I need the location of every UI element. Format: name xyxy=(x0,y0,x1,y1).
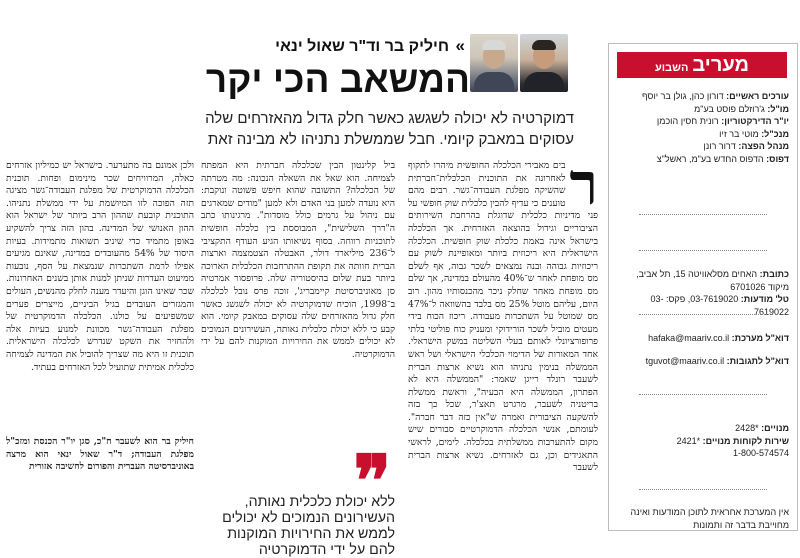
logo-subtext: השבוע xyxy=(654,62,689,74)
distribution-manager-value: דרור רונן xyxy=(703,141,736,152)
logo-text: מעריב xyxy=(692,54,750,76)
subscriptions-value: *2428 xyxy=(735,423,759,433)
author-bio-text: חיליק בר הוא לשעבר ח"כ, סגן יו"ר הכנסת ומזכ"ל מפלגת העבודה; ד"ר שאול ינאי הוא מרצה באוניברסיטה העברית והפורום לחשיבה אזורית xyxy=(6,436,194,473)
service-value: *2421 xyxy=(676,435,701,446)
article-text-1: בים מאבירי הכלכלה החופשית מיהרו לתקוף לאחרונה את התוכנית הכלכלית־חברתית שהשיקה מפלגת העבודה־גשר. רבים מהם טוענים כי עדיף להבין כלכלית שוק חופשי על פני מדיניות כלכלית שדוגלת בהרחבת השירותים הציבוריים וגידול בהוצאה האזרחית. אך הכלכלה בישראל אינה באמת כלכלת שוק חופשית. הכלכלה הישראלית היא ריכוזית ביותר ומאופיינת לשוק עם ריכוזיות גבוהה ובנה נמצאים לשכר גבוה, אף לשלם מס מופחת לאחר ש־40% מהעולם במדינה, אך שלם מס מופחת מאחר שחלק ניכר מהכנסותיו מהון. רוב היום, עליהם מוטל 25% מס בלבד בהשוואה ל־47% מס שמוטל על השתכרות מעבודה. ריכוז הכוח בידי מעטים מוביל לשכר הורידוקי ומעניק כוח פוליטי בלתי פרופורציונלי לאותם בעלי השליטה במשק הישראלי. אחד המאורות של הדימוי הכלכלי הישראלי ושל ראש הממשלה בנימין נתניהו הוא נשיא ארצות הברית לשעבר רונלד רייגן שאמר: "הממשלה היא לא הפתרון, הממשלה היא הבעיה", וראשת ממשלת בריטניה לשעבר, מרגרט תאצ'ר, שכל כך בזה להשקעה הציבורית ואמרה ש"אין כזה דבר חברה". לעומתם, אנשי הכלכלה הדמוקרטיים סבורים שיש מקום להתערבות ממשלתית בכלכלה. לימים, לראשי התאגידים וכן, גם לאזרחים. נשיא ארצות הברית לשעבר xyxy=(408,160,598,474)
contact-block: כתובת: האחים מסלאוויטה 15, תל אביב, מיקוד 6701026 טל' מודעות: 03-7619020, פקס: 03-7619022 xyxy=(636,269,789,317)
subscriptions-block: מנויים: *2428 שירות לקוחות מנויים: *2421 1-800-574574 xyxy=(676,423,789,459)
quote-mark-icon: ❞ xyxy=(353,444,391,521)
divider xyxy=(639,314,767,315)
disclaimer: אין המערכת אחראית לתוכן המודעות ואינה מחוייבת בדבר זה ותמונות xyxy=(630,507,789,530)
editors-value: דורון כהן, גולן בר יוסף xyxy=(642,91,724,101)
address-value: האחים מסלאוויטה 15, תל אביב, מיקוד 6701026 xyxy=(636,269,789,292)
byline-chevron-icon: » xyxy=(455,36,465,55)
masthead-box xyxy=(608,43,798,531)
ceo-value: מוטי בר זיו xyxy=(719,128,759,139)
maariv-logo xyxy=(617,52,787,78)
author-photo-1 xyxy=(470,34,518,92)
divider xyxy=(639,394,767,395)
staff-credits: עורכים ראשיים: דורון כהן, גולן בר יוסף מו"ל: ג'רוזלם פוסט בע"מ יו"ר הדירקטוריון: רונית חסין הוכמן מנכ"ל: מוטי בר זיו מנהל הפצה: דרור רונן דפוס: הדפוס החדש בע"מ, ראשל"צ xyxy=(642,91,789,164)
phones-value: 03-7619020, פקס: 03-7619022 xyxy=(650,294,789,317)
pull-quote-text: ללא יכולת כלכלית נאותה, העשירונים הנמוכים לא יכולים לממש את החירויות המוקנות להם על ידי הדמוקרטיה xyxy=(222,494,395,558)
divider xyxy=(639,489,767,490)
printing-value: הדפוס החדש בע"מ, ראשל"צ xyxy=(656,153,764,164)
email-editor-link[interactable]: hafaka@maariv.co.il xyxy=(648,333,730,343)
headline: המשאב הכי יקר xyxy=(205,59,470,100)
byline-authors: חיליק בר וד"ר שאול ינאי xyxy=(275,38,450,55)
article-text-3: ולכן אמונם בה מתערער. בישראל יש כמיליון אזרחים כאלה, המרוויחים שכר מינימום ופחות. תוכנית הכלכלה הדמוקרטית של מפלגת העבודה־גשר מציגה תזה הפוכה לזו המיושמת על ידי ממשלת נתניהו. התוכנית קובעת שההון הרב ביותר של ישראל הוא ההון האנושי של המדינה. בהון הזה צריך להשקיע באופן מתמיד כדי שיניב תשואות מתמידות. בעיות היסוד של 54% מהעובדים במדינה, שאינם מגיעים אפילו לרמת השתכרות שנמצאת על הסף, נובעות ממיעוט העדרות שניתן למנות אותן בשנים האחרונות. שכר שאינו הוגן והיעדר מענה לחלק מהנשים, העולים והמגזרים העובדים בגיל הביניים, מייצרים פערים שמשפיעים על כולנו. הכלכלה הדמוקרטית של מפלגת העבודה־גשר מכוונת למנוע בעיות אלה ולהחזיר את השקט שנדרש לכלכלה הישראלית. תוכנית זו היא מה שצריך להוביל את המדינה לצמיחה כלכלית אמיתית שתועיל לכל האזרחים בעתיד. xyxy=(6,160,194,373)
publisher-value: ג'רוזלם פוסט בע"מ xyxy=(694,103,765,114)
subheadline: דמוקרטיה לא יכולה לשגשג כאשר חלק גדול מהאזרחים שלה עסוקים במאבק קיומי. חבל שממשלת נתניהו לא מבינה זאת xyxy=(205,110,574,148)
email-response-link[interactable]: tguvot@maariv.co.il xyxy=(645,355,725,366)
divider xyxy=(639,214,767,215)
article-column-1 xyxy=(408,160,598,532)
article-text-2: ביל קלינטון הבין שכלכלה חברתית היא המפתח לצמיחה. הוא שאל את השאלה הנכונה: מה מטרתה של הכלכלה? התשובה שהוא חיפש פשוטה ונוקבת: היא נועדה למען בני האדם ולא למען "מודים שמארגים עם ניהול על גרמים כולל מוסדות". מרגינותו כתב ה"דרך השלישית", המבוססת בין כלכלה חופשית לתוכניות רווחה. בסוף נשיאותו הגיע העודף התקציבי ל־236 מיליארד דולר, האבטלה הצטמצמה וארצות הברית חוותה את תקופת ההתרחבות הכלכלית הארוכה ביותר בעת שלום בהיסטוריה שלה. פרופסור אמרטיה סן מאוניברסיטת קיימבריג', זוכה פרס נובל לכלכלה ב־1998, הוכיח שדמוקרטיה לא יכולה לשגשג כאשר חלק גדול מהאזרחים שלה עסוקים במאבק קיומי. הוא קבע כי ללא יכולת כלכלית נאותה, העשירונים הנמוכים לא יכולים לממש את החירויות המוקנות להם על ידי הדמוקרטיה. xyxy=(201,160,395,360)
pull-quote xyxy=(201,444,395,558)
article-column-2 xyxy=(201,160,395,422)
author-bio xyxy=(6,436,194,534)
article-column-3 xyxy=(6,160,194,438)
service-phone-value: 1-800-574574 xyxy=(732,448,789,459)
email-block: דוא"ל מערכת: hafaka@maariv.co.il דוא"ל לתגובות: tguvot@maariv.co.il xyxy=(645,333,789,366)
drop-cap: ר xyxy=(569,160,598,217)
divider xyxy=(639,250,767,251)
byline xyxy=(275,36,465,56)
chair-value: רונית חסין הוכמן xyxy=(656,116,719,127)
author-photo-2 xyxy=(520,34,568,92)
